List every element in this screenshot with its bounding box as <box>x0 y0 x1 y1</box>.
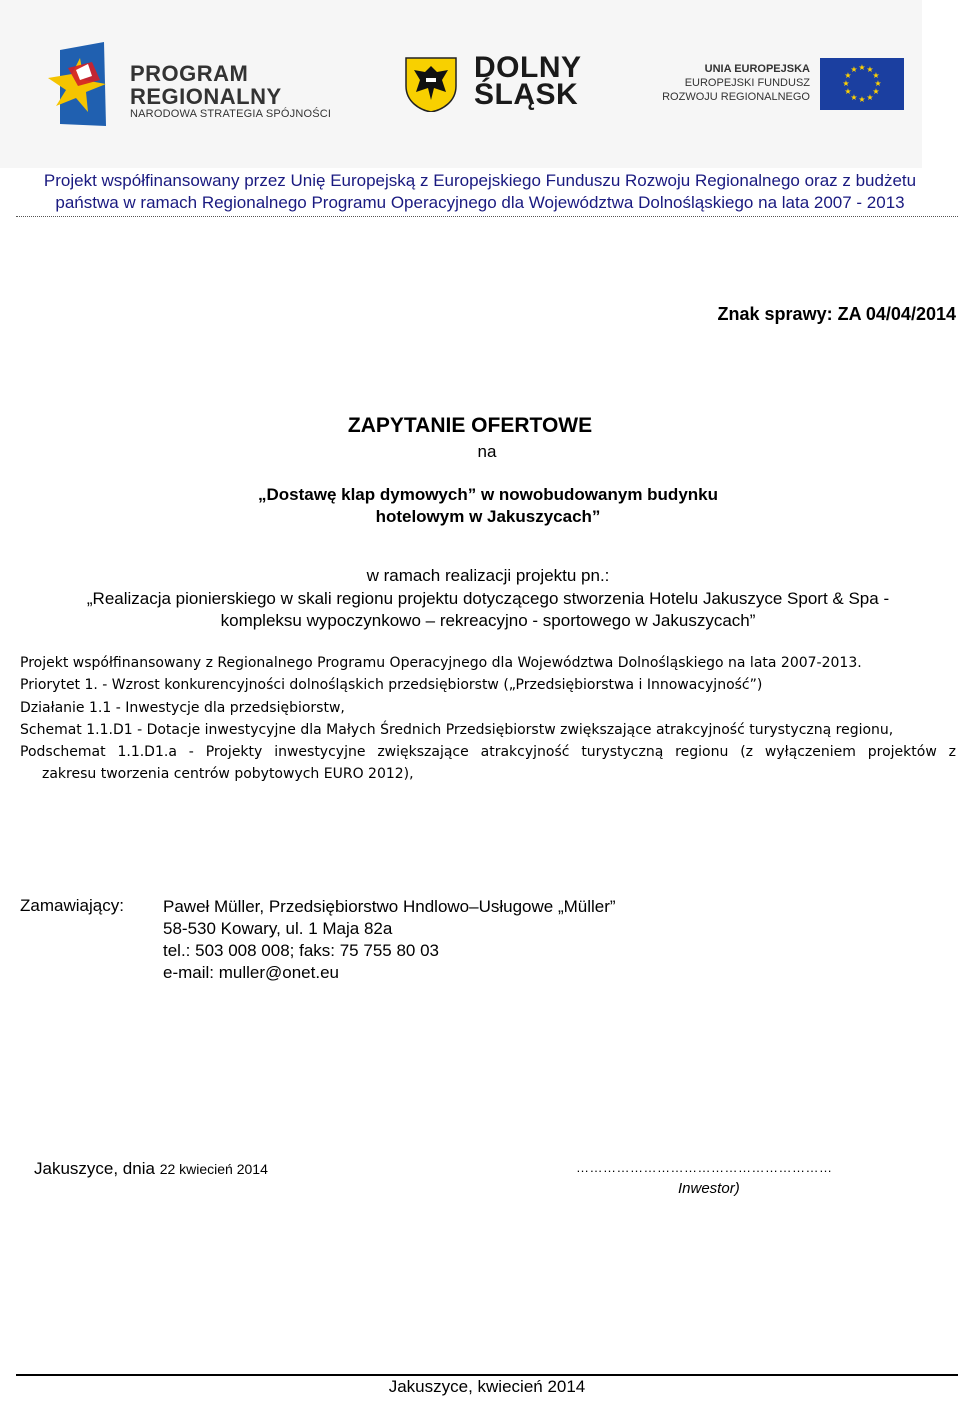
signature-line: ………………………………………………… <box>576 1160 833 1175</box>
svg-text:★: ★ <box>850 65 858 74</box>
header-divider <box>16 216 958 217</box>
details-line: Podschemat 1.1.D1.a - Projekty inwestycyjne zwiększające atrakcyjność turystyczną regionu (z wyłączeniem projektów z <box>20 744 956 761</box>
program-regionalny-logo <box>48 40 348 130</box>
svg-text:★: ★ <box>874 79 882 88</box>
funding-line2: państwa w ramach Regionalnego Programu Operacyjnego dla Województwa Dolnośląskiego na lata 2007 - 2013 <box>55 193 905 212</box>
details-line: zakresu tworzenia centrów pobytowych EURO 2012), <box>42 766 414 783</box>
svg-text:★: ★ <box>842 79 850 88</box>
title-conjunction: na <box>477 442 497 461</box>
funding-statement <box>0 170 960 214</box>
subject <box>0 484 960 528</box>
svg-text:★: ★ <box>858 95 866 104</box>
svg-text:★: ★ <box>866 65 874 74</box>
dolny-slask-text <box>474 51 582 111</box>
details-line: Działanie 1.1 - Inwestycje dla przedsiębiorstw, <box>20 699 345 716</box>
case-reference: Znak sprawy: ZA 04/04/2014 <box>717 304 956 324</box>
ordering-email: e-mail: muller@onet.eu <box>163 963 339 982</box>
program-details <box>20 652 956 786</box>
ue-line1: UNIA EUROPEJSKA <box>704 63 810 75</box>
funding-line1: Projekt współfinansowany przez Unię Europejską z Europejskiego Funduszu Rozwoju Regionalnego oraz z budżetu <box>43 171 917 190</box>
project-name <box>40 588 936 632</box>
project-intro: w ramach realizacji projektu pn.: <box>366 566 610 585</box>
program-regionalny-subtitle: NARODOWA STRATEGIA SPÓJNOŚCI <box>130 108 332 120</box>
dolny-line: DOLNY <box>474 51 582 84</box>
svg-text:★: ★ <box>872 71 880 80</box>
svg-text:★: ★ <box>866 93 874 102</box>
date: 22 kwiecień 2014 <box>159 1161 268 1177</box>
ue-line3: ROZWOJU REGIONALNEGO <box>662 91 810 103</box>
details-line: Projekt współfinansowany z Regionalnego Programu Operacyjnego dla Województwa Dolnośląskiego na lata 2007-2013. <box>20 655 862 671</box>
program-line: PROGRAM <box>130 61 249 86</box>
ordering-address: 58-530 Kowary, ul. 1 Maja 82a <box>163 919 393 938</box>
investor-label: Inwestor) <box>678 1180 740 1197</box>
regionalny-line: REGIONALNY <box>130 84 282 109</box>
eagle-crest-icon <box>404 56 458 112</box>
dolny-slask-logo <box>404 51 604 114</box>
ue-line2: EUROPEJSKI FUNDUSZ <box>684 77 810 89</box>
place: Jakuszyce, dnia <box>34 1159 155 1178</box>
subject-line2: hotelowym w Jakuszycach” <box>375 507 601 526</box>
program-regionalny-title <box>130 62 282 108</box>
place-and-date <box>34 1159 268 1179</box>
details-line: Priorytet 1. - Wzrost konkurencyjności dolnośląskich przedsiębiorstw („Przedsiębiorstwa i Innowacyjność”) <box>20 677 763 694</box>
details-line: Schemat 1.1.D1 - Dotacje inwestycyjne dla Małych Średnich Przedsiębiorstw zwiększające atrakcyjność turystyczną regionu, <box>20 721 894 738</box>
ue-fund-text <box>656 62 810 104</box>
ordering-party-details <box>163 896 616 984</box>
svg-text:★: ★ <box>844 87 852 96</box>
project-name-line1: „Realizacja pionierskiego w skali regionu projektu dotyczącego stworzenia Hotelu Jakuszyce Sport & Spa - <box>86 589 890 608</box>
svg-text:★: ★ <box>844 71 852 80</box>
footer-divider <box>16 1374 958 1376</box>
project-name-line2: kompleksu wypoczynkowo – rekreacyjno - sportowego w Jakuszycach” <box>220 611 756 630</box>
ordering-party-label: Zamawiający: <box>20 896 124 915</box>
svg-text:★: ★ <box>858 63 866 72</box>
svg-text:★: ★ <box>872 87 880 96</box>
document-title: ZAPYTANIE OFERTOWE <box>347 414 593 437</box>
subject-line1: „Dostawę klap dymowych” w nowobudowanym budynku <box>258 485 718 504</box>
program-regionalny-emblem-icon <box>48 40 110 130</box>
eu-flag-icon <box>820 58 904 110</box>
ordering-phone: tel.: 503 008 008; faks: 75 755 80 03 <box>163 941 439 960</box>
ordering-name: Paweł Müller, Przedsiębiorstwo Hndlowo–Usługowe „Müller” <box>163 897 616 916</box>
slask-line: ŚLĄSK <box>474 78 579 111</box>
footer-text: Jakuszyce, kwiecień 2014 <box>388 1377 586 1396</box>
svg-text:★: ★ <box>850 93 858 102</box>
